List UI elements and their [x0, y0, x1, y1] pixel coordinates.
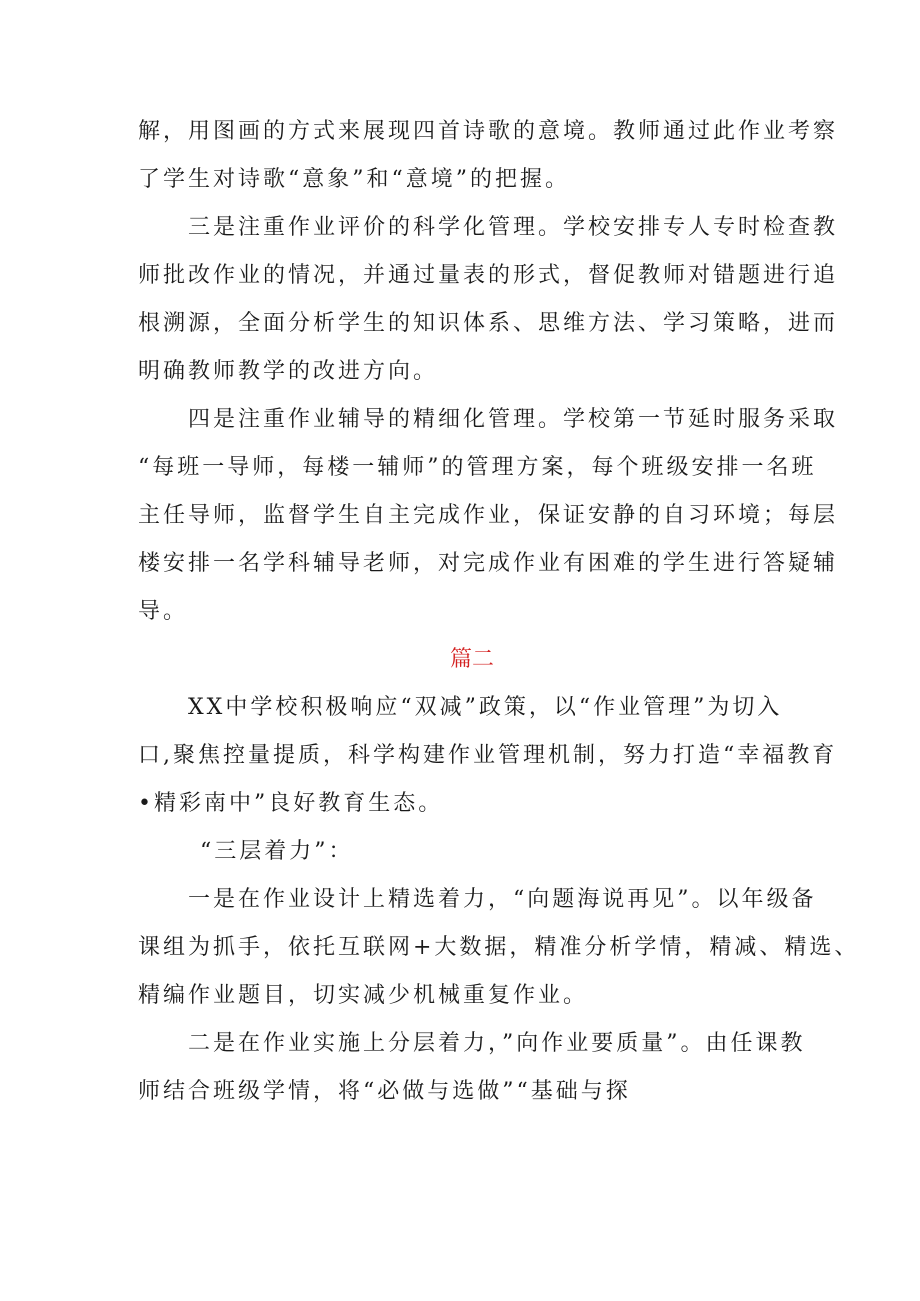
text-line: 了学生对诗歌“意象”和“意境”的把握。 — [138, 167, 570, 192]
paragraph-first-line: 四是注重作业辅导的精细化管理。学校第一节延时服务采取 — [188, 407, 839, 432]
paragraph-first-line: XX中学校积极响应“双减”政策，以“作业管理”为切入 — [188, 695, 783, 720]
document-body — [138, 108, 860, 1116]
paragraph-first-line: 三是注重作业评价的科学化管理。学校安排专人专时检查教 — [188, 215, 839, 240]
section-heading: 篇二 — [449, 647, 494, 672]
text-line: 楼安排一名学科辅导老师，对完成作业有困难的学生进行答疑辅 — [138, 551, 839, 576]
text-line: 解，用图画的方式来展现四首诗歌的意境。教师通过此作业考察 — [138, 119, 839, 144]
text-line: •精彩南中”良好教育生态。 — [138, 791, 444, 816]
paragraph-first-line: 一是在作业设计上精选着力，“向题海说再见”。以年级备 — [188, 887, 817, 912]
text-line: 根溯源，全面分析学生的知识体系、思维方法、学习策略，进而 — [138, 311, 839, 336]
paragraph-first-line: 二是在作业实施上分层着力，”向作业要质量”。由任课教 — [188, 1031, 806, 1056]
text-line: 师结合班级学情，将“必做与选做”“基础与探 — [138, 1079, 631, 1104]
text-line: 口,聚焦控量提质，科学构建作业管理机制，努力打造“幸福教育 — [138, 743, 838, 768]
text-line: 导。 — [138, 599, 189, 624]
text-line: 师批改作业的情况，并通过量表的形式，督促教师对错题进行追 — [138, 263, 839, 288]
text-line: 精编作业题目，切实减少机械重复作业。 — [138, 983, 589, 1008]
text-line: 明确教师教学的改进方向。 — [138, 359, 439, 384]
text-line: “每班一导师，每楼一辅师”的管理方案，每个班级安排一名班 — [138, 455, 817, 480]
text-line: 课组为抓手，依托互联网+大数据，精准分析学情，精减、精选、 — [138, 935, 860, 960]
text-line: 主任导师，监督学生自主完成作业，保证安静的自习环境；每层 — [138, 503, 839, 528]
subheading-line: “三层着力”： — [200, 839, 354, 864]
